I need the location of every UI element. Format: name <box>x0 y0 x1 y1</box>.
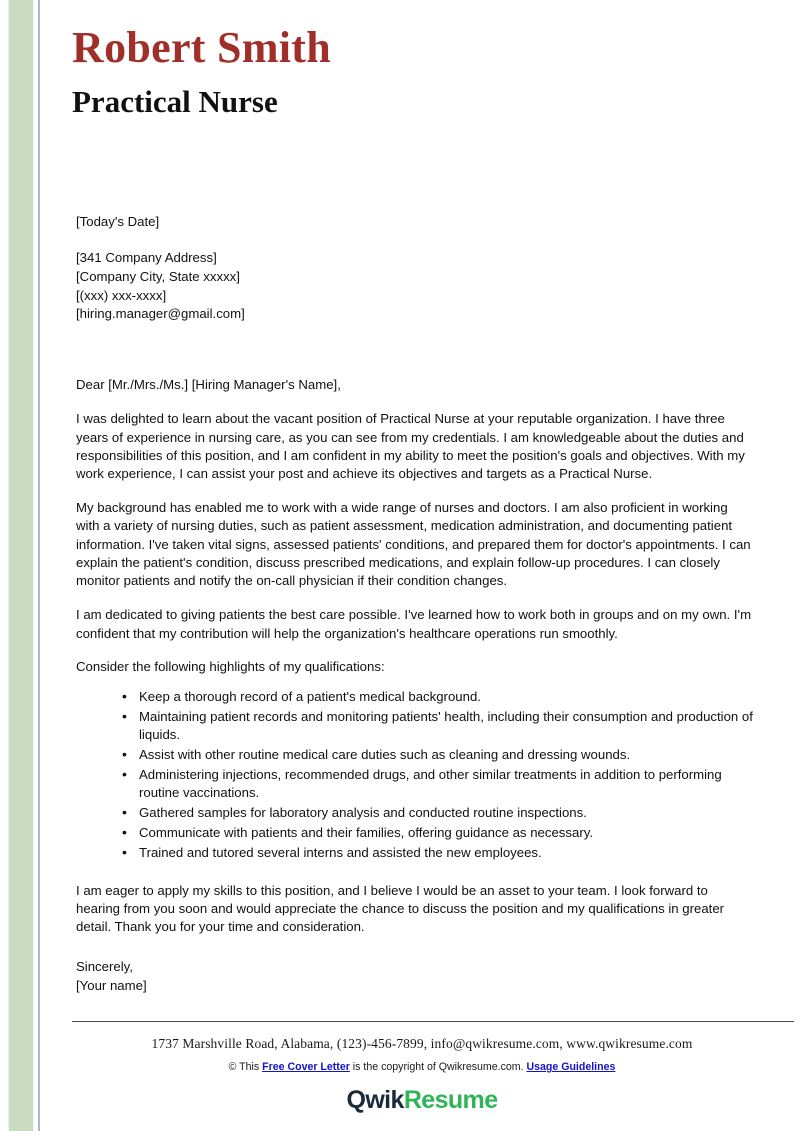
band-green-stripe <box>8 0 34 1131</box>
recipient-phone-line: [(xxx) xxx-xxxx] <box>76 287 167 303</box>
logo-text-resume: Resume <box>403 1086 498 1114</box>
cover-letter-page <box>44 0 800 1131</box>
qualifications-list <box>76 688 754 862</box>
date-placeholder: [Today's Date] <box>76 214 160 229</box>
applicant-name: Robert Smith <box>72 23 332 72</box>
body-paragraph-2: My background has enabled me to work with a wide range of nurses and doctors. I am also proficient in working with a variety of nursing duties, such as patient assessment, medication administration, and documenting patient information. I've taken vital signs, assessed patients' conditions, and prepared them for doctor's appointments. I can explain the patient's condition, discuss prescribed medications, and explain follow-up procedures. I can closely monitor patients and notify the on-call physician if their condition changes. <box>76 500 751 589</box>
logo-text-qwik: Qwik <box>346 1086 404 1114</box>
list-item: • Assist with other routine medical care duties such as cleaning and dressing wounds. <box>122 746 754 764</box>
letter-header <box>44 0 800 117</box>
recipient-address-line: [341 Company Address] <box>76 250 217 266</box>
list-item: • Keep a thorough record of a patient's medical background. <box>122 688 754 706</box>
usage-guidelines-link[interactable]: Usage Guidelines <box>526 1061 616 1073</box>
applicant-job-title: Practical Nurse <box>72 84 278 119</box>
recipient-address-block <box>76 249 754 324</box>
page-footer <box>44 1021 800 1131</box>
list-item: • Maintaining patient records and monitoring patients' health, including their consumption and production of liquids. <box>122 708 754 744</box>
closing-paragraph: I am eager to apply my skills to this position, and I believe I would be an asset to your team. I look forward to hearing from you soon and would appreciate the chance to discuss the position and my qualifications in greater detail. Thank you for your time and consideration. <box>76 882 725 935</box>
copyright-prefix-text: © This <box>228 1061 263 1073</box>
letter-body <box>44 213 800 996</box>
signature-placeholder: [Your name] <box>76 977 147 993</box>
body-paragraph-1: I was delighted to learn about the vacant position of Practical Nurse at your reputable organization. I have three years of experience in nursing care, as you can see from my credentials. I am knowledgeable about the duties and responsibilities of this position, and I am confident in my ability to meet the position's goals and objectives. With my work experience, I can assist your post and achieve its objectives and targets as a Practical Nurse. <box>76 411 745 482</box>
salutation: Dear [Mr./Mrs./Ms.] [Hiring Manager's Name], <box>76 377 341 393</box>
left-decorative-band <box>0 0 44 1131</box>
sign-off: Sincerely, <box>76 959 133 975</box>
signature-block <box>76 958 754 995</box>
list-item: • Trained and tutored several interns and assisted the new employees. <box>122 844 754 862</box>
copyright-middle-text: is the copyright of Qwikresume.com. <box>349 1061 527 1073</box>
qwikresume-logo[interactable] <box>44 1073 800 1131</box>
highlights-intro: Consider the following highlights of my qualifications: <box>76 658 385 674</box>
footer-address: 1737 Marshville Road, Alabama, (123)-456-7899, info@qwikresume.com, www.qwikresume.com <box>151 1036 693 1051</box>
band-outer-padding <box>0 0 8 1131</box>
list-item: • Administering injections, recommended drugs, and other similar treatments in addition to performing routine vaccinations. <box>122 766 754 802</box>
list-item: • Communicate with patients and their families, offering guidance as necessary. <box>122 824 754 842</box>
body-paragraph-3: I am dedicated to giving patients the best care possible. I've learned how to work both in groups and on my own. I'm confident that my contribution will help the organization's healthcare operations run smoothly. <box>76 607 752 641</box>
footer-copyright <box>44 1052 800 1073</box>
recipient-address-line: [Company City, State xxxxx] <box>76 268 240 284</box>
list-item: • Gathered samples for laboratory analysis and conducted routine inspections. <box>122 804 754 822</box>
band-vertical-rule <box>38 0 40 1131</box>
free-cover-letter-link[interactable]: Free Cover Letter <box>262 1061 350 1073</box>
recipient-email-line: [hiring.manager@gmail.com] <box>76 306 245 322</box>
